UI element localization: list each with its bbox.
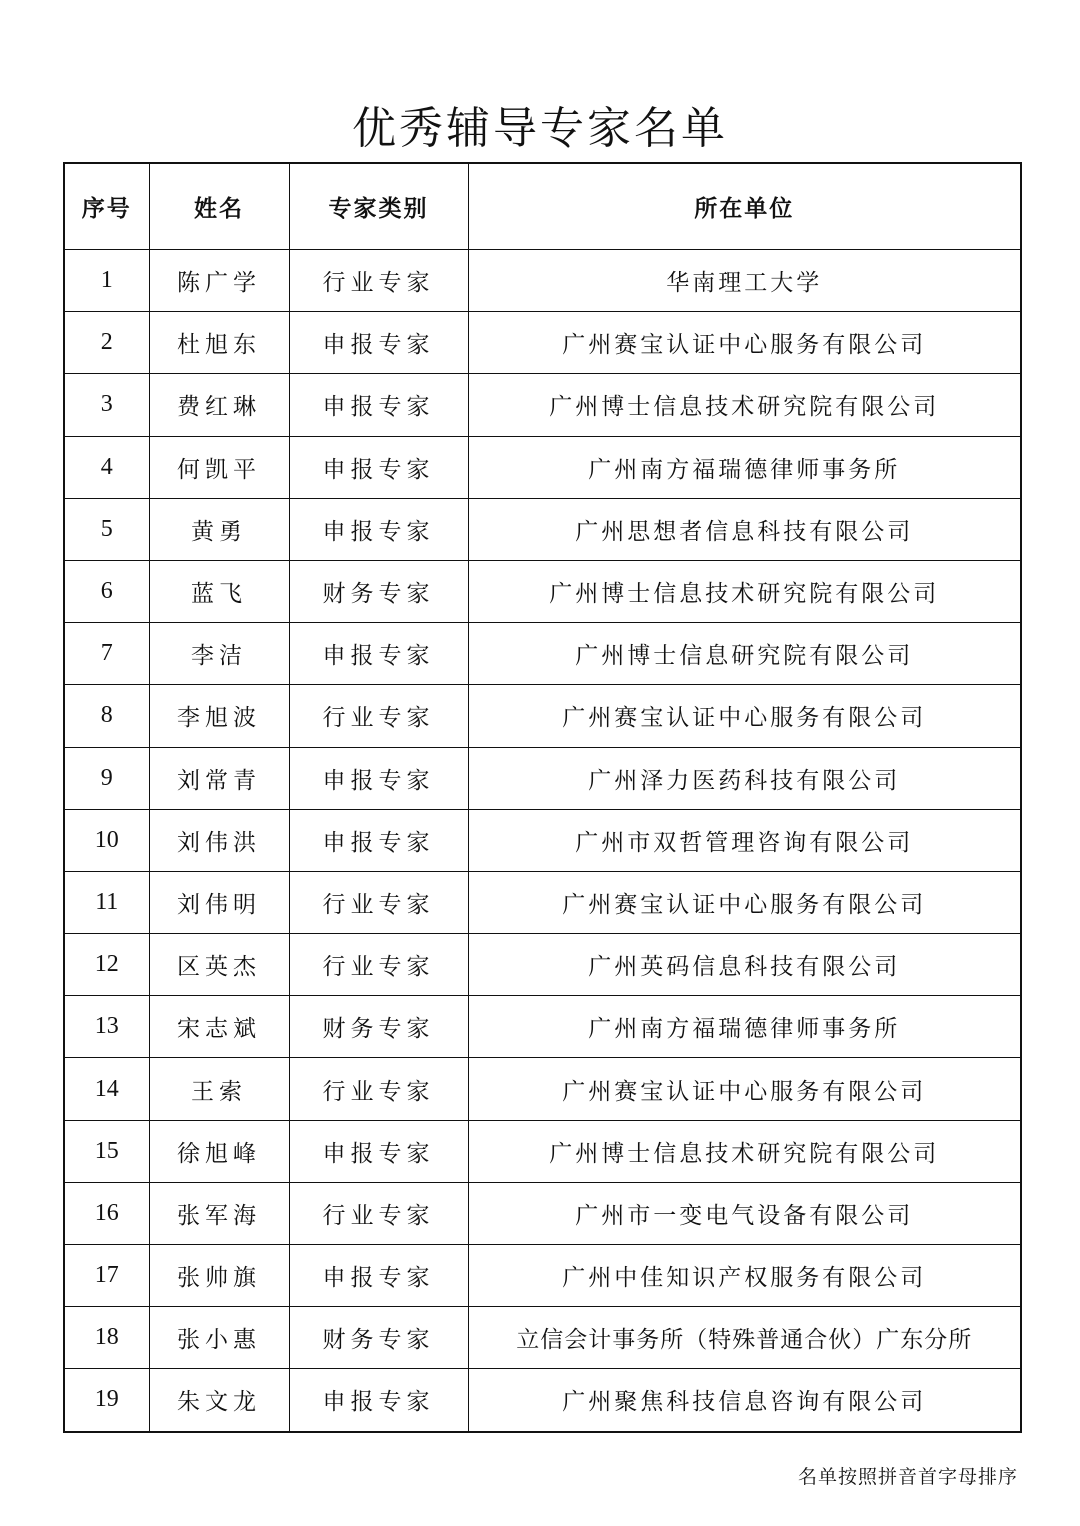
table-row (64, 685, 1021, 747)
row-category: 财务专家 (289, 560, 468, 622)
row-name: 徐旭峰 (149, 1120, 289, 1182)
row-category: 申报专家 (289, 498, 468, 560)
row-category: 财务专家 (289, 1307, 468, 1369)
row-name: 李洁 (149, 623, 289, 685)
row-category: 申报专家 (289, 374, 468, 436)
row-name: 刘伟洪 (149, 809, 289, 871)
row-number: 8 (64, 685, 149, 747)
row-unit: 广州泽力医药科技有限公司 (468, 747, 1021, 809)
table-row (64, 871, 1021, 933)
row-name: 刘伟明 (149, 871, 289, 933)
row-unit: 广州博士信息技术研究院有限公司 (468, 374, 1021, 436)
row-unit: 广州南方福瑞德律师事务所 (468, 436, 1021, 498)
table-row (64, 809, 1021, 871)
expert-table (63, 162, 1022, 1433)
row-category: 行业专家 (289, 250, 468, 312)
row-category: 申报专家 (289, 1120, 468, 1182)
row-unit: 广州赛宝认证中心服务有限公司 (468, 871, 1021, 933)
table-row (64, 250, 1021, 312)
row-category: 行业专家 (289, 1182, 468, 1244)
row-category: 行业专家 (289, 934, 468, 996)
row-name: 张军海 (149, 1182, 289, 1244)
table-row (64, 374, 1021, 436)
row-unit: 广州博士信息技术研究院有限公司 (468, 1120, 1021, 1182)
row-unit: 华南理工大学 (468, 250, 1021, 312)
table-row (64, 1307, 1021, 1369)
row-number: 12 (64, 934, 149, 996)
table-row (64, 312, 1021, 374)
sort-note: 名单按照拼音首字母排序 (797, 1466, 1018, 1488)
row-number: 2 (64, 312, 149, 374)
row-unit: 广州赛宝认证中心服务有限公司 (468, 1058, 1021, 1120)
table-row (64, 436, 1021, 498)
row-number: 4 (64, 436, 149, 498)
row-name: 费红琳 (149, 374, 289, 436)
header-no: 序号 (64, 163, 149, 250)
table-row (64, 560, 1021, 622)
row-category: 行业专家 (289, 1058, 468, 1120)
row-category: 财务专家 (289, 996, 468, 1058)
table-row (64, 747, 1021, 809)
row-number: 18 (64, 1307, 149, 1369)
row-name: 张帅旗 (149, 1245, 289, 1307)
row-number: 16 (64, 1182, 149, 1244)
row-number: 10 (64, 809, 149, 871)
row-number: 9 (64, 747, 149, 809)
page-title: 优秀辅导专家名单 (352, 103, 728, 154)
row-category: 申报专家 (289, 1369, 468, 1432)
row-unit: 广州市一变电气设备有限公司 (468, 1182, 1021, 1244)
row-name: 陈广学 (149, 250, 289, 312)
table-row (64, 1245, 1021, 1307)
row-unit: 广州英码信息科技有限公司 (468, 934, 1021, 996)
row-category: 申报专家 (289, 1245, 468, 1307)
row-unit: 广州中佳知识产权服务有限公司 (468, 1245, 1021, 1307)
table-header-row (64, 163, 1021, 250)
row-category: 行业专家 (289, 871, 468, 933)
row-category: 行业专家 (289, 685, 468, 747)
row-name: 刘常青 (149, 747, 289, 809)
header-unit: 所在单位 (468, 163, 1021, 250)
row-category: 申报专家 (289, 436, 468, 498)
row-category: 申报专家 (289, 312, 468, 374)
row-category: 申报专家 (289, 809, 468, 871)
row-category: 申报专家 (289, 623, 468, 685)
row-unit: 广州博士信息研究院有限公司 (468, 623, 1021, 685)
row-unit: 广州思想者信息科技有限公司 (468, 498, 1021, 560)
row-name: 宋志斌 (149, 996, 289, 1058)
row-number: 11 (64, 871, 149, 933)
row-number: 7 (64, 623, 149, 685)
table-row (64, 1058, 1021, 1120)
table-row (64, 1369, 1021, 1432)
row-unit: 立信会计事务所（特殊普通合伙）广东分所 (468, 1307, 1021, 1369)
row-unit: 广州赛宝认证中心服务有限公司 (468, 685, 1021, 747)
row-number: 15 (64, 1120, 149, 1182)
table-row (64, 498, 1021, 560)
row-name: 蓝飞 (149, 560, 289, 622)
table-row (64, 1182, 1021, 1244)
row-name: 区英杰 (149, 934, 289, 996)
row-number: 6 (64, 560, 149, 622)
header-name: 姓名 (149, 163, 289, 250)
table-row (64, 1120, 1021, 1182)
row-number: 5 (64, 498, 149, 560)
row-name: 张小惠 (149, 1307, 289, 1369)
row-name: 何凯平 (149, 436, 289, 498)
row-number: 13 (64, 996, 149, 1058)
row-unit: 广州聚焦科技信息咨询有限公司 (468, 1369, 1021, 1432)
row-category: 申报专家 (289, 747, 468, 809)
row-unit: 广州市双哲管理咨询有限公司 (468, 809, 1021, 871)
row-number: 1 (64, 250, 149, 312)
row-number: 14 (64, 1058, 149, 1120)
row-unit: 广州赛宝认证中心服务有限公司 (468, 312, 1021, 374)
row-name: 黄勇 (149, 498, 289, 560)
row-number: 17 (64, 1245, 149, 1307)
row-name: 李旭波 (149, 685, 289, 747)
row-name: 杜旭东 (149, 312, 289, 374)
table-row (64, 623, 1021, 685)
row-number: 3 (64, 374, 149, 436)
row-name: 王索 (149, 1058, 289, 1120)
table-row (64, 996, 1021, 1058)
row-unit: 广州博士信息技术研究院有限公司 (468, 560, 1021, 622)
header-category: 专家类别 (289, 163, 468, 250)
row-unit: 广州南方福瑞德律师事务所 (468, 996, 1021, 1058)
table-row (64, 934, 1021, 996)
row-number: 19 (64, 1369, 149, 1432)
row-name: 朱文龙 (149, 1369, 289, 1432)
